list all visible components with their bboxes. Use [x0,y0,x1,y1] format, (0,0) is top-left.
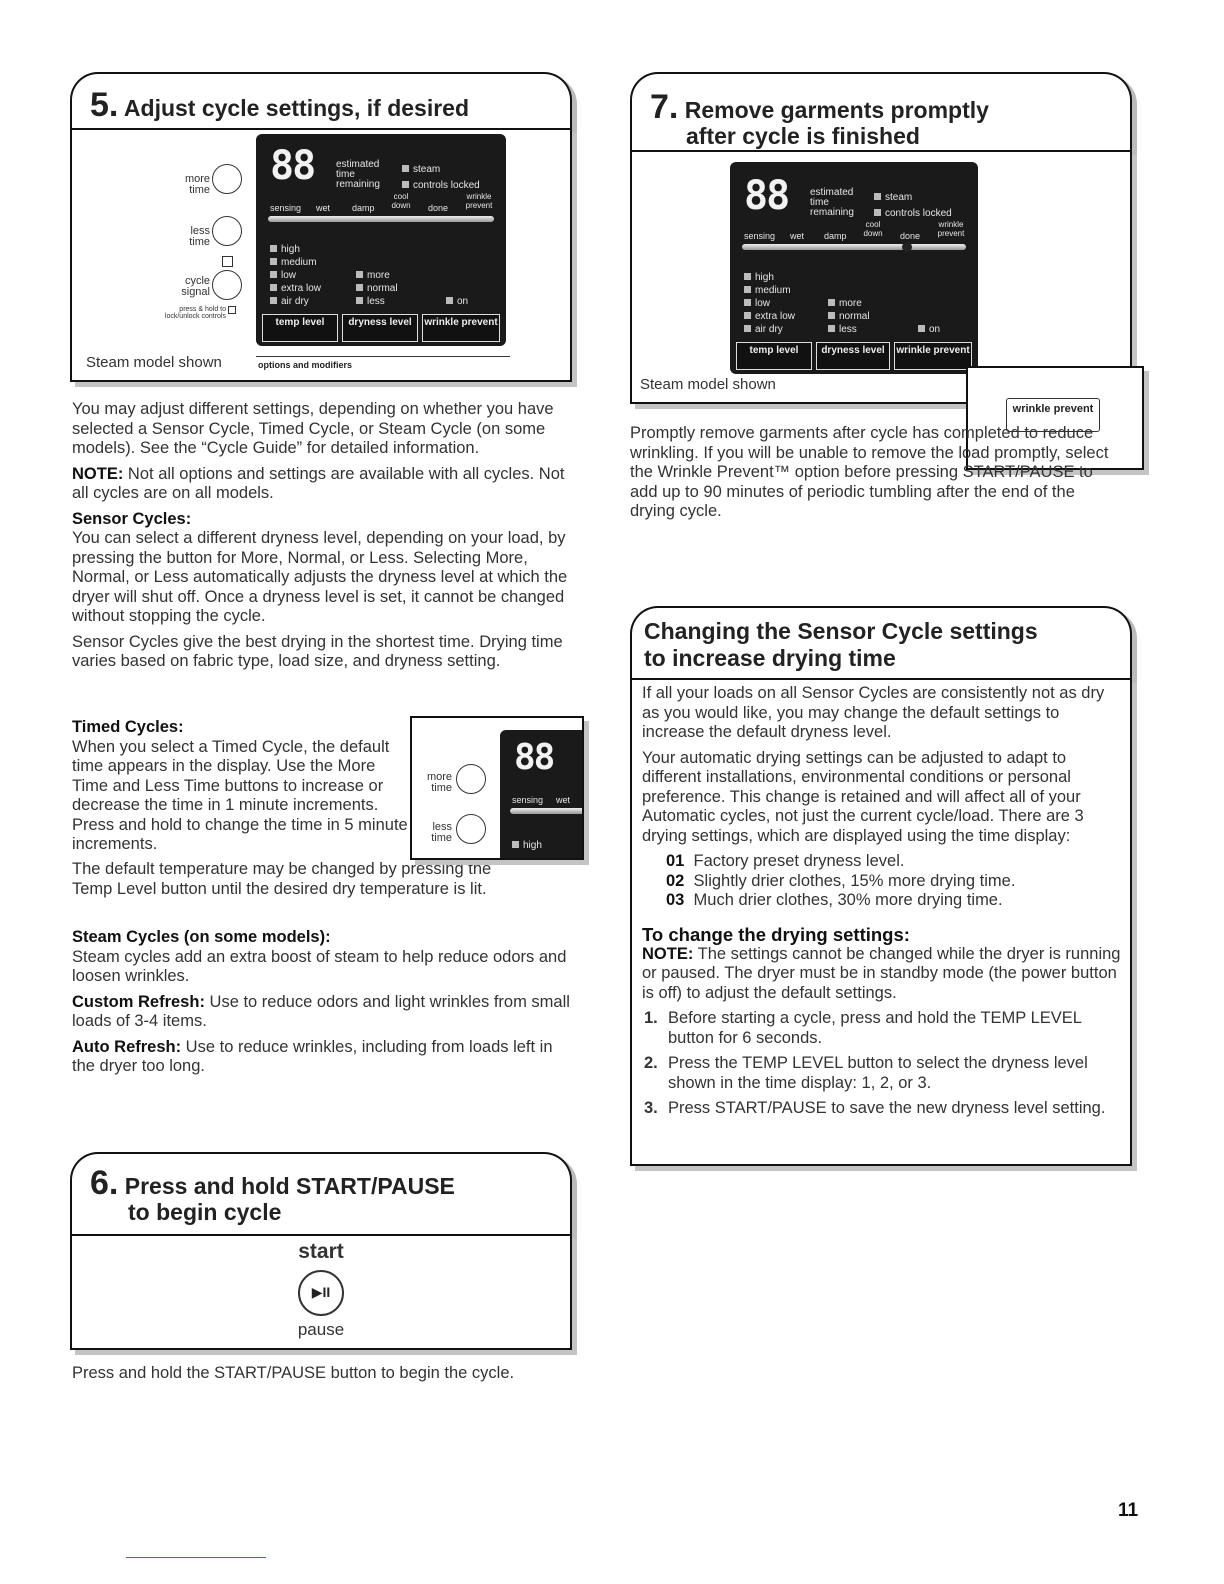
inset-time-display: 88 [514,737,554,778]
section-6-title: 6. Press and hold START/PAUSE to begin cycle [90,1164,455,1225]
controls-locked-indicator: controls locked [402,180,480,192]
temp-level-button-2[interactable]: temp level [736,342,812,370]
section-7-header [630,72,1132,152]
dryness-level-button-2[interactable]: dryness level [816,342,890,370]
inset-display [500,730,584,860]
dryness-level-02: 02 Slightly drier clothes, 15% more drying time. [666,871,1016,890]
play-pause-icon: ▶II [311,1284,331,1300]
dryness-normal-2: normal [828,311,870,323]
control-panel-display [256,134,506,346]
progress-wet-2: wet [790,231,805,241]
temp-low: low [270,270,296,282]
sensor-settings-title: Changing the Sensor Cycle settings to increase drying time [644,618,1038,671]
cycle-signal-button[interactable] [212,270,242,300]
timed-cycles-heading: Timed Cycles: [72,718,184,736]
inset-less-time-button[interactable] [456,814,486,844]
wrinkle-on-indicator-2: on [918,324,940,336]
progress-bar-2 [742,244,966,250]
section-5-body [72,400,578,678]
progress-wrinkle-prevent: wrinkle prevent [465,192,493,210]
sensor-settings-box [630,678,1132,1166]
progress-cool-down: cool down [391,192,411,210]
start-pause-button[interactable] [298,1270,344,1316]
less-time-button[interactable] [212,216,242,246]
progress-done-2: done [900,231,921,241]
inset-more-time-button[interactable] [456,764,486,794]
sensor-settings-body [642,684,1124,1125]
inset-more-time-label: more time [426,771,452,794]
change-settings-steps [642,1009,1124,1119]
intro-text: You may adjust different settings, depending on whether you have selected a Sensor Cycle, Timed Cycle, or Steam Cycle (on some models). See the “Cycle Guide” for detailed information. [72,400,554,457]
steam-cycles-heading: Steam Cycles (on some models): [72,928,331,946]
steam-cycles-text: Steam cycles add an extra boost of steam to help reduce odors and loosen wrinkles. [72,947,567,985]
temp-high: high [270,244,300,256]
dryness-normal: normal [356,283,398,295]
sensor-cycles-heading: Sensor Cycles: [72,509,192,528]
wrinkle-prevent-button[interactable]: wrinkle prevent [422,314,500,342]
steam-indicator: steam [402,164,440,176]
inset-wet: wet [556,795,571,805]
start-label: start [298,1240,344,1263]
sensor-cycles-text: You can select a different dryness level, depending on your load, by pressing the button for More, Normal, or Less. Selecting More, Normal, or Less automatically adjusts the dryness level at which the dryer will shut off. Once a dryness level is set, it cannot be changed without stopping the cycle. [72,529,568,625]
control-panel-display-2 [730,162,978,374]
step-2: 2. Press the TEMP LEVEL button to select the dryness level shown in the time display: 1, 2, or 3. [644,1054,1088,1092]
pause-label: pause [297,1320,345,1339]
timed-cycle-inset [410,716,584,860]
dryness-level-button[interactable]: dryness level [342,314,418,342]
progress-done: done [428,203,449,213]
section-5-title: 5. Adjust cycle settings, if desired [90,86,470,124]
dryness-levels-list [642,852,1124,911]
custom-refresh-text: Custom Refresh: Use to reduce odors and light wrinkles from small loads of 3-4 items. [72,992,570,1030]
progress-wrinkle-prevent-2: wrinkle prevent [937,220,965,238]
timed-cycles-text: When you select a Timed Cycle, the default time appears in the display. Use the More Time and Less Time buttons to increase or decrease the time in 1 minute increments. Press and hold to change the time in 5 minute increments. [72,737,408,853]
temp-air-dry-2: air dry [744,324,783,336]
lock-icon [228,306,236,314]
change-settings-note: NOTE: The settings cannot be changed while the dryer is running or paused. The dryer must be in standby mode (the power button is off) to adjust the default settings. [642,944,1121,1002]
inset-progress-bar [510,808,584,814]
auto-refresh-text: Auto Refresh: Use to reduce wrinkles, including from loads left in the dryer too long. [72,1037,553,1075]
footer-rule [126,1557,266,1558]
dryness-level-01: 01 Factory preset dryness level. [666,852,905,870]
dryness-level-03: 03 Much drier clothes, 30% more drying time. [666,891,1003,909]
progress-sensing-2: sensing [744,231,776,241]
estimated-time-label: estimated time remaining [336,159,380,190]
dryness-less: less [356,296,385,308]
dryness-more-2: more [828,298,862,310]
temp-low-2: low [744,298,770,310]
inset-temp-high: high [512,840,542,852]
temp-extra-low: extra low [270,283,321,295]
temp-extra-low-2: extra low [744,311,795,323]
figure-caption-2: Steam model shown [640,376,776,393]
wrinkle-prevent-callout-button[interactable]: wrinkle prevent [1006,398,1100,432]
section-5-more [72,928,578,1083]
controls-locked-indicator-2: controls locked [874,208,952,220]
progress-cool-down-2: cool down [863,220,883,238]
time-display: 88 [270,143,315,189]
progress-damp-2: damp [824,231,847,241]
temp-medium-2: medium [744,285,791,297]
progress-sensing: sensing [270,203,302,213]
section-5-figure [70,128,572,382]
timed-cycles-text-2: The default temperature may be changed by pressing the Temp Level button until the desired dry temperature is lit. [72,860,492,898]
wrinkle-on-indicator: on [446,296,468,308]
steam-indicator-2: steam [874,192,912,204]
wrinkle-prevent-button-2[interactable]: wrinkle prevent [894,342,972,370]
section-5-header [70,72,572,130]
progress-wet: wet [316,203,331,213]
timed-cycles-block [72,718,408,855]
inset-less-time-label: less time [431,821,452,844]
options-caption: options and modifiers [258,360,353,370]
progress-marker [902,242,912,252]
less-time-label: less time [189,225,210,248]
sensor-settings-header [630,606,1132,680]
change-settings-heading: To change the drying settings: [642,923,910,945]
inset-sensing: sensing [512,795,544,805]
section-7-text: Promptly remove garments after cycle has completed to reduce wrinkling. If you will be unable to remove the load promptly, select the Wrinkle Prevent™ option before pressing START/PAUSE to add up to 90 minutes of periodic tumbling after the end of the drying cycle. [630,424,1109,520]
page-number: 11 [1118,1500,1139,1521]
temp-high-2: high [744,272,774,284]
temp-air-dry: air dry [270,296,309,308]
sensor-settings-p2: Your automatic drying settings can be adjusted to adapt to different installations, environmental conditions or personal preference. This change is retained and will affect all of your Automatic cycles, not just the current cycle/load. There are 3 drying settings, which are displayed using the time display: [642,748,1084,845]
more-time-button[interactable] [212,164,242,194]
more-time-label: more time [184,173,210,196]
note-text: NOTE: Not all options and settings are available with all cycles. Not all cycles are on all models. [72,464,565,502]
figure-caption: Steam model shown [86,354,222,371]
sensor-cycles-text-2: Sensor Cycles give the best drying in the shortest time. Drying time varies based on fabric type, load size, and dryness setting. [72,632,563,670]
time-display-2: 88 [744,173,789,219]
options-caption-rule [256,356,510,357]
estimated-time-label-2: estimated time remaining [810,187,854,218]
dryness-more: more [356,270,390,282]
temp-level-button[interactable]: temp level [262,314,338,342]
cycle-signal-indicator [222,256,233,267]
dryness-less-2: less [828,324,857,336]
section-7-title: 7. Remove garments promptly after cycle is finished [650,88,989,149]
temp-medium: medium [270,257,317,269]
section-6-text: Press and hold the START/PAUSE button to begin the cycle. [72,1364,515,1382]
progress-bar [268,216,494,222]
section-7-text-a [630,424,1109,522]
section-6-header [70,1152,572,1236]
cycle-signal-label: cycle signal [181,275,210,298]
step-3: 3. Press START/PAUSE to save the new dryness level setting. [644,1099,1106,1117]
sensor-settings-p1: If all your loads on all Sensor Cycles are consistently not as dry as you would like, you may change the default settings to increase the default dryness level. [642,684,1105,741]
lock-controls-label: press & hold to lock/unlock controls [164,306,226,320]
section-6-figure [70,1234,572,1350]
progress-damp: damp [352,203,375,213]
step-1: 1. Before starting a cycle, press and hold the TEMP LEVEL button for 6 seconds. [644,1009,1082,1047]
